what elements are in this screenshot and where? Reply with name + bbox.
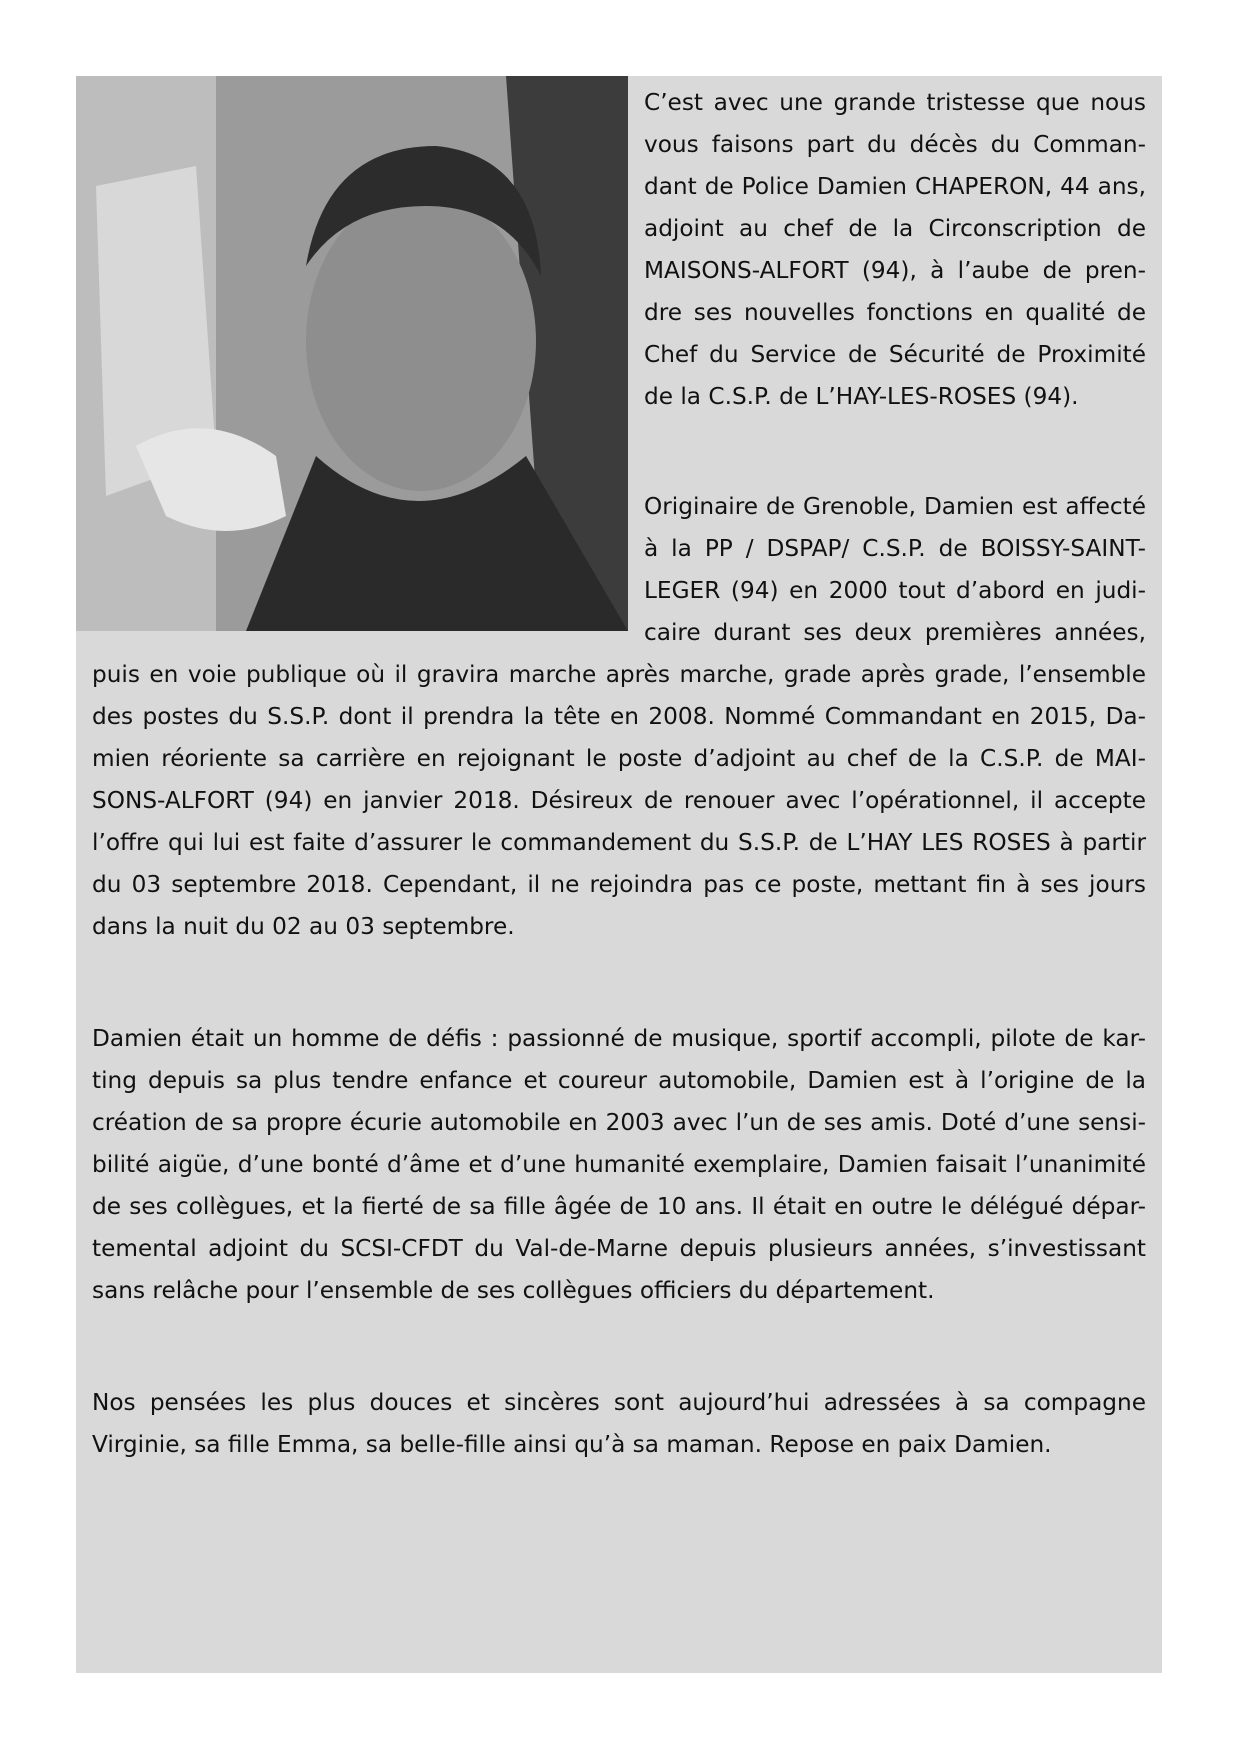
career-paragraph-side [644,486,1146,654]
text-line: bilité aigüe, d’une bonté d’âme et d’une humanité exemplaire, Damien faisait l’unanimité [92,1151,1146,1178]
text-line: de la C.S.P. de L’HAY-LES-ROSES (94). [644,383,1079,410]
text-line: dant de Police Damien CHAPERON, 44 ans, [644,173,1146,200]
text-line: mien réoriente sa carrière en rejoignant le poste d’adjoint au chef de la C.S.P. de MAI- [92,745,1146,772]
text-line: puis en voie publique où il gravira marche après marche, grade après grade, l’ensemble [92,661,1146,688]
career-paragraph-full [92,654,1146,948]
text-line: vous faisons part du décès du Comman- [644,131,1146,158]
text-line: Chef du Service de Sécurité de Proximité [644,341,1146,368]
closing-paragraph [92,1382,1146,1466]
text-line: LEGER (94) en 2000 tout d’abord en judi- [644,577,1146,604]
text-line: dre ses nouvelles fonctions en qualité de [644,299,1146,326]
text-line: dans la nuit du 02 au 03 septembre. [92,913,515,940]
text-line: adjoint au chef de la Circonscription de [644,215,1146,242]
text-line: caire durant ses deux premières années, [644,619,1146,646]
text-line: des postes du S.S.P. dont il prendra la tête en 2008. Nommé Commandant en 2015, Da- [92,703,1146,730]
text-line: ting depuis sa plus tendre enfance et coureur automobile, Damien est à l’origine de la [92,1067,1146,1094]
text-line: de ses collègues, et la fierté de sa fille âgée de 10 ans. Il était en outre le délégué dépar- [92,1193,1146,1220]
text-line: du 03 septembre 2018. Cependant, il ne rejoindra pas ce poste, mettant fin à ses jours [92,871,1146,898]
portrait-photo [76,76,628,631]
text-line: Nos pensées les plus douces et sincères sont aujourd’hui adressées à sa compagne [92,1389,1146,1416]
text-line: sans relâche pour l’ensemble de ses collègues officiers du département. [92,1277,935,1304]
text-line: Virginie, sa fille Emma, sa belle-fille ainsi qu’à sa maman. Repose en paix Damien. [92,1431,1052,1458]
text-line: C’est avec une grande tristesse que nous [644,89,1146,116]
text-line: MAISONS-ALFORT (94), à l’aube de pren- [644,257,1146,284]
text-line: SONS-ALFORT (94) en janvier 2018. Désireux de renouer avec l’opérationnel, il accepte [92,787,1146,814]
portrait-photo-icon [76,76,628,631]
text-line: à la PP / DSPAP/ C.S.P. de BOISSY-SAINT- [644,535,1146,562]
text-line: l’offre qui lui est faite d’assurer le commandement du S.S.P. de L’HAY LES ROSES à partir [92,829,1146,856]
text-line: Damien était un homme de défis : passionné de musique, sportif accompli, pilote de kar- [92,1025,1146,1052]
text-line: temental adjoint du SCSI-CFDT du Val-de-Marne depuis plusieurs années, s’investissant [92,1235,1146,1262]
text-line: création de sa propre écurie automobile en 2003 avec l’un de ses amis. Doté d’une sensi- [92,1109,1146,1136]
personality-paragraph [92,1018,1146,1312]
text-line: Originaire de Grenoble, Damien est affecté [644,493,1146,520]
intro-paragraph [644,82,1146,418]
